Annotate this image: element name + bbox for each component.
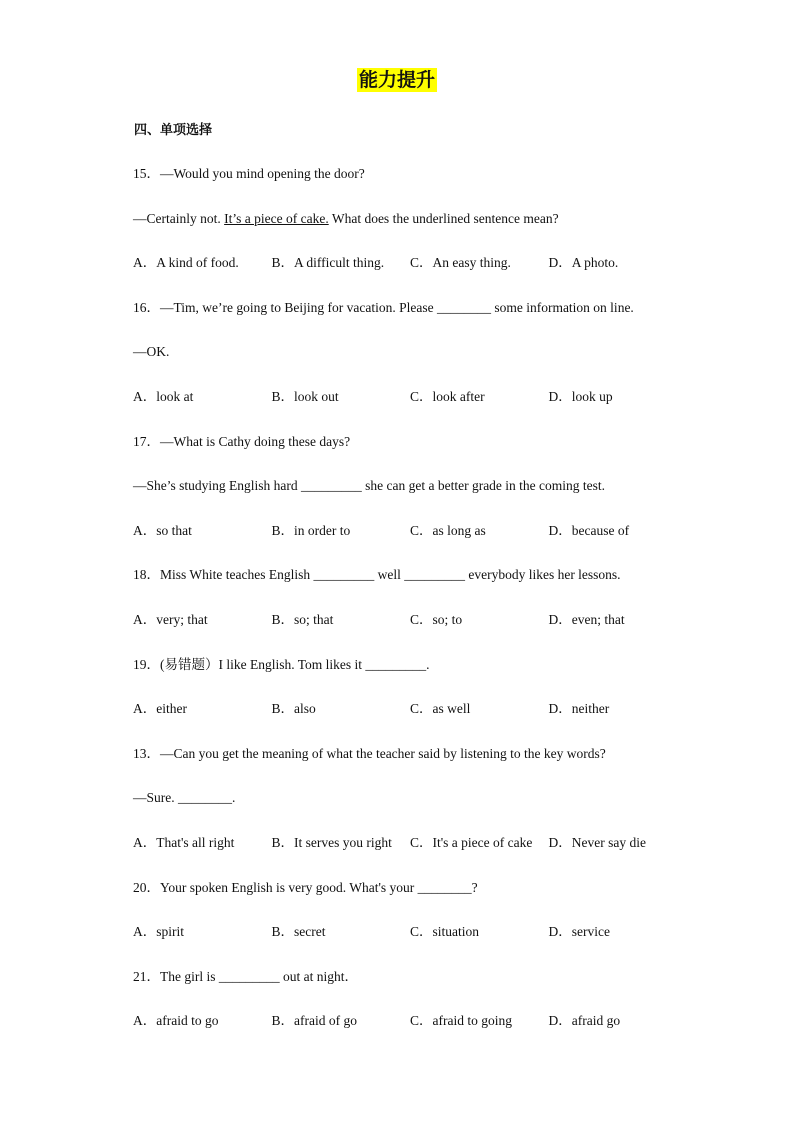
question-15-stem: 15．—Would you mind opening the door? <box>133 166 365 181</box>
option-c[interactable]: C．situation <box>410 924 480 940</box>
question-18-options <box>133 610 693 655</box>
question-20-options <box>133 922 693 967</box>
option-d[interactable]: D．because of <box>548 522 630 538</box>
option-d[interactable]: D．A photo. <box>548 255 619 271</box>
question-16-options <box>133 387 693 432</box>
option-c[interactable]: C．An easy thing. <box>410 255 511 271</box>
option-c[interactable]: C．afraid to going <box>410 1013 512 1029</box>
option-a[interactable]: A．A kind of food. <box>133 255 239 271</box>
option-c[interactable]: C．so; to <box>410 611 463 627</box>
option-c[interactable]: C．look after <box>410 388 485 404</box>
question-16-reply: —OK. <box>133 344 170 360</box>
question-18-stem: 18．Miss White teaches English _________ well _________ everybody likes her lessons. <box>133 567 621 583</box>
page-title: 能力提升 <box>358 69 435 91</box>
option-d[interactable]: D．afraid go <box>548 1013 621 1029</box>
option-b[interactable]: B．so; that <box>271 611 334 627</box>
option-b[interactable]: B．also <box>271 701 316 717</box>
question-20-stem: 20．Your spoken English is very good. What's your ________? <box>133 879 478 895</box>
question-13-reply: —Sure. ________. <box>133 790 236 806</box>
question-16-stem: 16．—Tim, we’re going to Beijing for vacation. Please ________ some information on line. <box>133 299 634 315</box>
option-c[interactable]: C．as well <box>410 701 471 717</box>
option-b[interactable]: B．secret <box>271 924 326 940</box>
option-a[interactable]: A．That's all right <box>133 834 235 850</box>
option-c[interactable]: C．as long as <box>410 522 486 538</box>
question-13-options <box>133 833 693 878</box>
option-a[interactable]: A．so that <box>133 522 192 538</box>
option-b[interactable]: B．in order to <box>271 522 351 538</box>
option-a[interactable]: A．look at <box>133 388 194 404</box>
question-17-stem: 17．—What is Cathy doing these days? <box>133 433 351 449</box>
option-a[interactable]: A．either <box>133 701 187 717</box>
question-17-reply: —She’s studying English hard _________ she can get a better grade in the coming test. <box>133 478 606 494</box>
option-c[interactable]: C．It's a piece of cake <box>410 834 533 850</box>
option-b[interactable]: B．afraid of go <box>271 1013 357 1029</box>
questions-container <box>133 164 693 1056</box>
option-a[interactable]: A．very; that <box>133 611 208 627</box>
question-21-stem: 21．The girl is _________ out at night． <box>133 968 358 984</box>
section-heading: 四、单项选择 <box>134 123 213 138</box>
option-d[interactable]: D．look up <box>548 388 613 404</box>
question-17-options <box>133 521 693 566</box>
option-a[interactable]: A．afraid to go <box>133 1013 219 1029</box>
question-15-options <box>133 253 693 298</box>
option-b[interactable]: B．look out <box>271 388 339 404</box>
title-wrap <box>0 68 794 92</box>
option-d[interactable]: D．neither <box>548 701 610 717</box>
question-21-options <box>133 1011 693 1056</box>
q15-suffix: What does the underlined sentence mean? <box>328 210 559 226</box>
q15-prefix: —Certainly not. <box>133 210 225 226</box>
option-d[interactable]: D．even; that <box>548 611 625 627</box>
question-19-stem: 19．(易错题）I like English. Tom likes it _________. <box>133 656 430 672</box>
question-13-stem: 13．—Can you get the meaning of what the teacher said by listening to the key words? <box>133 745 606 761</box>
option-d[interactable]: D．Never say die <box>548 834 646 850</box>
option-b[interactable]: B．It serves you right <box>271 834 392 850</box>
underlined-sentence: It’s a piece of cake. <box>224 210 329 226</box>
question-19-options <box>133 699 693 744</box>
option-d[interactable]: D．service <box>548 924 610 940</box>
question-15-followup <box>133 209 693 254</box>
option-b[interactable]: B．A difficult thing. <box>271 255 385 271</box>
option-a[interactable]: A．spirit <box>133 924 185 940</box>
